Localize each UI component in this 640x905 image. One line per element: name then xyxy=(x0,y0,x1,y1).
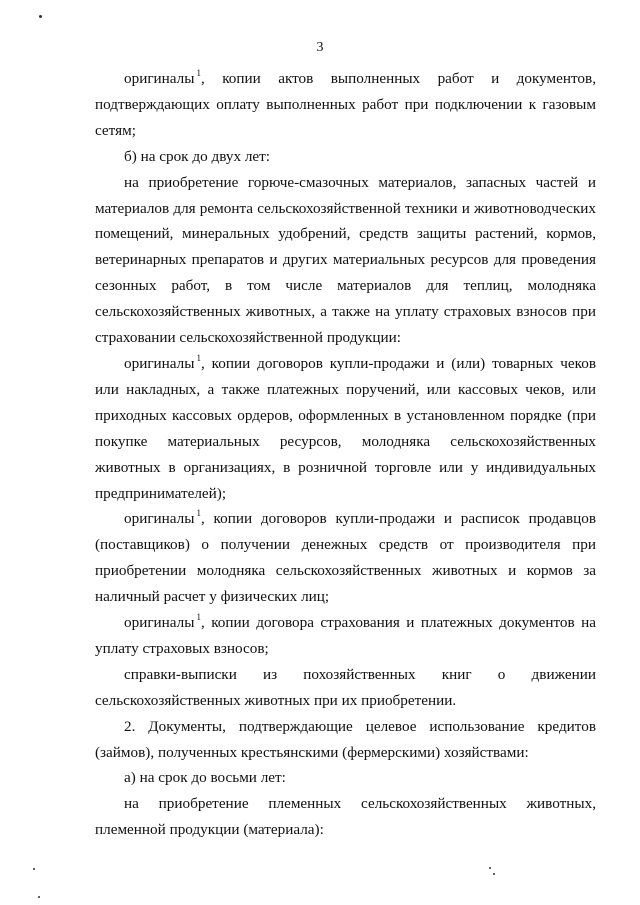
paragraph-text: , копии актов выполненных работ и документов, подтверждающих оплату выполненных работ при подключении к газовым сетям; xyxy=(95,70,596,139)
paragraph-text: , копии договоров купли-продажи и расписок продавцов (поставщиков) о получении денежных средств от производителя при приобретении молодняка сельскохозяйственных животных и кормов за наличный расчет у физических лиц; xyxy=(95,510,596,606)
document-body xyxy=(95,66,596,843)
page-number: 3 xyxy=(316,40,324,55)
paragraph-term-eight-years: а) на срок до восьми лет: xyxy=(124,769,286,787)
paragraph-term-two-years: б) на срок до двух лет: xyxy=(124,147,271,165)
paragraph-breeding-animals: на приобретение племенных сельскохозяйственных животных, племенной продукции (материала): xyxy=(95,795,596,839)
paragraph-lead: оригиналы xyxy=(124,614,195,632)
scan-speck xyxy=(39,15,42,18)
scan-speck xyxy=(489,867,491,869)
paragraph-originals-insurance xyxy=(95,610,596,662)
paragraph-item-2: 2. Документы, подтверждающие целевое использование кредитов (займов), полученных крестьянскими (фермерскими) хозяйствами: xyxy=(95,717,596,761)
footnote-marker: 1 xyxy=(196,508,201,519)
scan-speck xyxy=(38,896,40,898)
paragraph-originals-gas xyxy=(95,66,596,144)
paragraph-lead: оригиналы xyxy=(124,354,195,372)
scan-speck xyxy=(33,868,35,870)
footnote-marker: 1 xyxy=(196,612,201,623)
footnote-marker: 1 xyxy=(196,352,201,363)
paragraph-lead: оригиналы xyxy=(124,510,195,528)
paragraph-purchase-materials: на приобретение горюче-смазочных материалов, запасных частей и материалов для ремонта сельскохозяйственной техники и животноводческих помещений, минеральных удобрений, средств защиты растений, кормов, ветеринарных препаратов и других материальных ресурсов для проведения сезонных работ, в том числе материалов для теплиц, молодняка сельскохозяйственных животных, а также на уплату страховых взносов при страховании сельскохозяйственной продукции: xyxy=(95,173,596,347)
paragraph-originals-contracts xyxy=(95,351,596,506)
paragraph-lead: оригиналы xyxy=(124,70,195,87)
scan-speck xyxy=(493,873,495,875)
footnote-marker: 1 xyxy=(196,68,201,78)
paragraph-originals-receipts xyxy=(95,506,596,610)
paragraph-household-extracts: справки-выписки из похозяйственных книг о движении сельскохозяйственных животных при их приобретении. xyxy=(95,665,596,709)
paragraph-text: , копии договоров купли-продажи и (или) товарных чеков или накладных, а также платежных поручений, или кассовых чеков, или приходных кассовых ордеров, оформленных в установленном порядке (при покупке материальных ресурсов, молодняка сельскохозяйственных животных в организациях, в розничной торговле или у индивидуальных предпринимателей); xyxy=(95,354,596,502)
paragraph-text: , копии договора страхования и платежных документов на уплату страховых взносов; xyxy=(95,614,596,657)
